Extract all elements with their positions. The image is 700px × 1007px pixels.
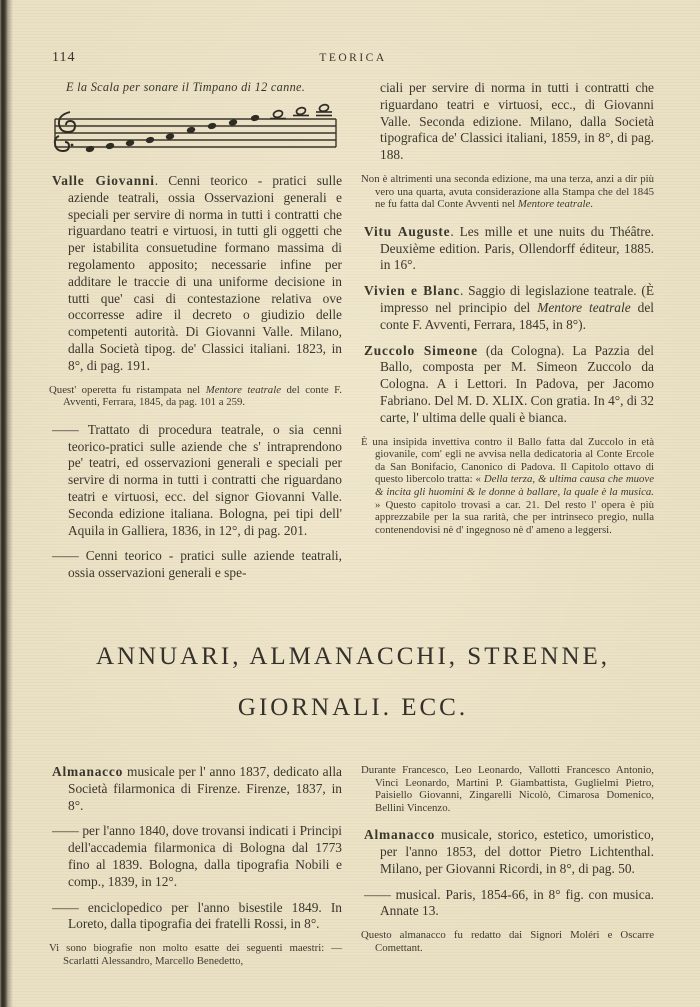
top-left-column xyxy=(49,80,343,591)
annotation-note-edition: Non è altrimenti una seconda edizione, ma una terza, anzi a dir più vero una quarta, avuta considerazione alla Stampa che del 1845 ne fu fatta dal Conte Avventi nel Mentore teatrale. xyxy=(361,172,654,211)
bibliography-entry-almanacco-musical: —— musical. Paris, 1854-66, in 8° fig. con musica. Annate 13. xyxy=(364,886,654,919)
bibliography-entry-zuccolo: Zuccolo Simeone (da Cologna). La Pazzia del Ballo, composta per M. Simeon Zuccolo da Cologna. A i Lettori. In Padova, per Jacomo Fabriano. Del M. D. XLIX. Con gratia. In 4°, di 32 carte, l' ultima delle quali è bianca. xyxy=(364,342,654,425)
annotation-note-valle: Quest' operetta fu ristampata nel Mentore teatrale del conte F. Avventi, Ferrara, 1845, da pag. 101 a 259. xyxy=(49,383,342,409)
note-heads xyxy=(85,104,329,153)
bibliography-entry-cenni-continued: ciali per servire di norma in tutti i contratti che riguardano teatri e virtuosi, ecc., di Giovanni Valle. Seconda edizione. Milano, dalla Società tipografica de' Classici italiani, 1859, in 8°, di pag. 188. xyxy=(380,80,654,163)
bibliography-entry-almanacco-1840: —— per l'anno 1840, dove trovansi indicati i Principi dell'accademia filarmonica di Bologna dal 1773 fino al 1839. Bologna, dalla tipografia Nobili e comp., 1839, in 12°. xyxy=(52,823,342,889)
section-heading-line2: GIORNALI. ECC. xyxy=(237,693,469,721)
bibliography-entry-valle: Valle Giovanni. Cenni teorico - pratici sulle aziende teatrali, ossia Osservazioni generali e speciali per servire di norma in tutti i contratti che riguardano teatri e virtuosi, in tutti gli oggetti che per istabilita consuetudine formano massima di regolamento apposito; necessarie infine per additare le traccie di una uniforme decisione in tutti que' casi di contestazione relativa ove occorresse adire il decreto o giudizio delle competenti autorità. Di Giovanni Valle. Milano, dalla Società tipog. de' Classici italiani. 1823, in 8°, di pag. 191. xyxy=(52,173,343,373)
bibliography-entry-almanacco-1837: Almanacco musicale per l' anno 1837, dedicato alla Società filarmonica di Firenze. Firenze, 1837, in 8°. xyxy=(52,763,342,813)
music-caption: E la Scala per sonare il Timpano di 12 canne. xyxy=(66,80,306,94)
page-number: 114 xyxy=(52,50,76,65)
top-right-column xyxy=(361,80,655,549)
top-columns xyxy=(49,80,655,591)
annotation-note-zuccolo: È una insipida invettiva contro il Ballo fatta dal Zuccolo in età giovanile, com' egli ne avvisa nella dedicatoria al Conte Ercole da San Bonifacio, Canonico di Padova. Il Capitolo ottavo di questo libercolo tratta: « Della terza, & ultima causa che muove & incita gli huomini & le donne à ballare, la quale è la musica. » Questo capitolo trovasi a car. 21. Del resto l' opera è più apprezzabile per la sua rarità, che per intrinseco pregio, nulla contenendovisi nè d' ingegnoso nè d' ameno a leggersi. xyxy=(361,435,655,536)
bibliography-entry-cenni: —— Cenni teorico - pratici sulle aziende teatrali, ossia osservazioni generali e spe- xyxy=(52,548,342,581)
bottom-right-column xyxy=(361,763,654,968)
bibliography-entry-vivien: Vivien e Blanc. Saggio di legislazione teatrale. (È impresso nel principio del Mentore teatrale del conte F. Avventi, Ferrara, 1845, in 8°). xyxy=(364,283,654,332)
music-staff-icon xyxy=(52,102,341,158)
section-heading-line1: ANNUARI, ALMANACCHI, STRENNE, xyxy=(95,642,611,670)
bibliography-entry-almanacco-1849: —— enciclopedico per l'anno bisestile 1849. In Loreto, dalla tipografia dei fratelli Rossi, in 8°. xyxy=(52,899,342,932)
bottom-columns xyxy=(49,763,654,980)
annotation-note-biografie: Vi sono biografie non molto esatte dei seguenti maestri: — Scarlatti Alessandro, Marcello Benedetto, xyxy=(49,942,342,967)
bibliography-entry-almanacco-1853: Almanacco musicale, storico, estetico, umoristico, per l'anno 1853, del dottor Pietro Lichtenthal. Milano, per Giovanni Ricordi, in 8°, di pag. 50. xyxy=(364,827,654,876)
running-head: TEORICA xyxy=(319,52,387,64)
annotation-note-redatto: Questo almanacco fu redatto dai Signori Moléri e Oscarre Comettant. xyxy=(361,929,654,954)
clef-icon xyxy=(55,112,75,151)
annotation-note-biografie-continued: Durante Francesco, Leo Leonardo, Vallotti Francesco Antonio, Vinci Leonardo, Martini P. Giambattista, Guglielmi Pietro, Paisiello Giovanni, Zingarelli Nicolò, Cimarosa Domenico, Bellini Vincenzo. xyxy=(361,763,654,814)
bibliography-entry-vitu: Vitu Auguste. Les mille et une nuits du Théâtre. Deuxième edition. Paris, Ollendorff éditeur, 1885. in 16°. xyxy=(364,223,654,273)
music-staff-figure xyxy=(52,102,342,163)
page-header xyxy=(52,50,654,68)
section-heading xyxy=(52,643,654,722)
bottom-left-column xyxy=(49,763,342,980)
bibliography-entry-trattato: —— Trattato di procedura teatrale, o sia cenni teorico-pratici sulle aziende che s' intraprendono pe' teatri, ed osservazioni generali e speciali per servire di norma in tutti i contratti che riguardano teatri e virtuosi, ecc. del signor Giovanni Valle. Seconda edizione italiana. Bologna, pei tipi dell' Aquila in Galliera, 1836, in 12°, di pag. 201. xyxy=(52,421,342,538)
